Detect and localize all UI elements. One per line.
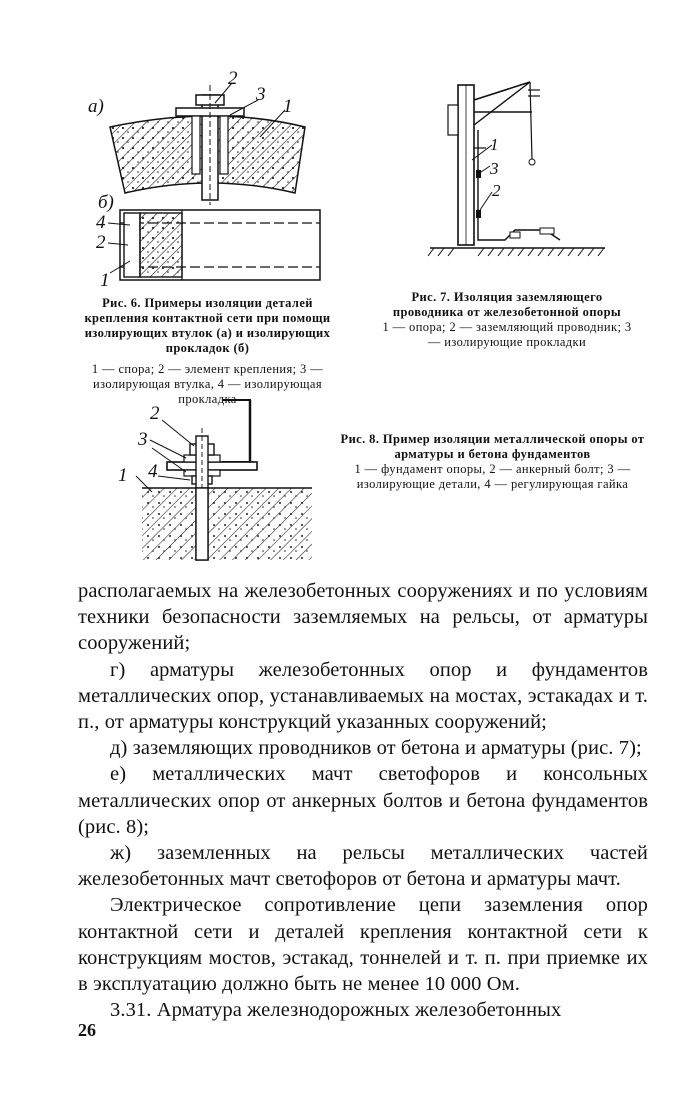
figure-8-drawing — [112, 400, 322, 560]
figure-7-caption — [378, 290, 636, 350]
figure-8-callout: 3 — [138, 429, 148, 450]
figure-7-callout: 2 — [492, 181, 501, 200]
figure-8-caption-legend: 1 — фундамент опоры, 2 — анкерный болт; 3 — изолирующие детали, 4 — регулирующая гайка — [354, 462, 631, 491]
figure-6-drawing — [80, 75, 350, 290]
figure-6-caption — [70, 296, 345, 407]
paragraph: 3.31. Арматура железнодорожных железобетонных — [110, 999, 562, 1022]
paragraph: ж) заземленных на рельсы металлических частей железобетонных мачт светофоров от бетона и арматуры мачт. — [78, 842, 648, 891]
figure-8-callout: 2 — [150, 403, 160, 424]
figure-6-panel-b-label: б) — [98, 192, 114, 213]
figure-7-drawing — [420, 70, 620, 265]
figure-7-callout: 1 — [490, 135, 499, 154]
figure-6 — [80, 68, 350, 291]
figure-6-panel-a-label: а) — [88, 96, 104, 117]
figure-8-callout: 4 — [148, 461, 158, 482]
figure-8-caption-title: Рис. 8. Пример изоляции металлической опоры от арматуры и бетона фундаментов — [340, 432, 645, 461]
figure-7-caption-title: Рис. 7. Изоляция заземляющего проводника от железобетонной опоры — [392, 290, 622, 319]
figure-8-caption — [340, 432, 645, 492]
page-number: 26 — [78, 1020, 96, 1040]
paragraph: г) арматуры железобетонных опор и фундаментов металлических опор, устанавливаемых на мостах, эстакадах и т. п., от арматуры конструкций указанных сооружений; — [78, 658, 648, 734]
figure-8 — [112, 400, 322, 560]
figure-7-caption-legend: 1 — опора; 2 — заземляющий проводник; 3 — изолирующие прокладки — [382, 320, 632, 349]
figure-6-caption-legend: 1 — спора; 2 — элемент крепления; 3 — изолирующая втулка, 4 — изолирующая прокладка — [91, 362, 324, 406]
paragraph: располагаемых на железобетонных сооружениях и по условиям техники безопасности заземляемых на рельсы, от арматуры сооружений; — [78, 580, 648, 655]
figure-6-callout: 4 — [96, 212, 106, 233]
figure-7-callout: 3 — [490, 159, 499, 178]
figure-7 — [420, 70, 620, 265]
figure-6-callout: 2 — [96, 232, 106, 253]
body-text — [78, 578, 648, 1023]
figure-6-callout: 1 — [283, 96, 293, 117]
paragraph: д) заземляющих проводников от бетона и арматуры (рис. 7); — [110, 737, 642, 760]
paragraph: Электрическое сопротивление цепи заземления опор контактной сети и деталей крепления контактной сети к конструкциям мостов, эстакад, тоннелей и т. п. при приемке их в эксплуатацию должно быть не менее 10 000 Ом. — [78, 894, 648, 996]
figure-6-callout: 3 — [256, 84, 266, 105]
figure-6-callout: 1 — [100, 270, 110, 291]
figure-8-callout: 1 — [118, 465, 128, 486]
paragraph: е) металлических мачт светофоров и консольных металлических опор от анкерных болтов и бетона фундаментов (рис. 8); — [78, 763, 648, 838]
figure-6-caption-title: Рис. 6. Примеры изоляции деталей крепления контактной сети при помощи изолирующих втулок (а) и изолирующих прокладок (б) — [84, 296, 331, 355]
figure-6-callout: 2 — [228, 68, 238, 89]
